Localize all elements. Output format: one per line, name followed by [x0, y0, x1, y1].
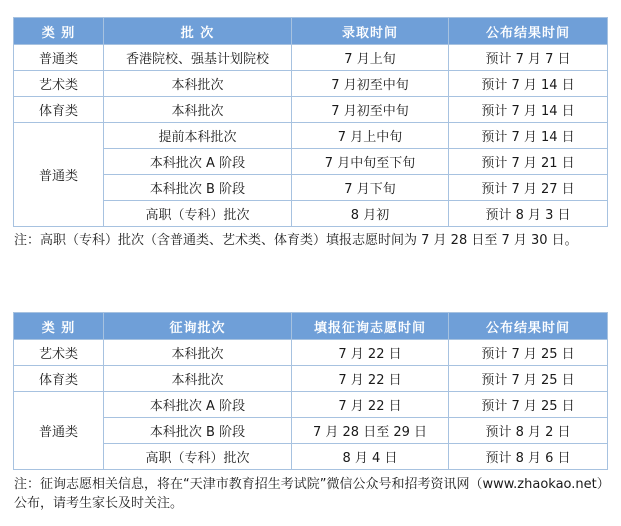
result-cell: 预计 8 月 3 日 [449, 201, 608, 227]
batch-cell: 本科批次 A 阶段 [104, 392, 292, 418]
header-fill-time: 填报征询志愿时间 [292, 313, 449, 340]
batch-cell: 高职（专科）批次 [104, 444, 292, 470]
header-category: 类 别 [14, 18, 104, 45]
category-cell: 普通类 [14, 392, 104, 470]
time-cell: 7 月初至中旬 [292, 97, 449, 123]
table-header-row [14, 313, 608, 340]
consultation-schedule-table [13, 312, 608, 470]
table-row [14, 175, 608, 201]
table-row [14, 201, 608, 227]
time-cell: 7 月 22 日 [292, 366, 449, 392]
table-row [14, 123, 608, 149]
batch-cell: 本科批次 [104, 71, 292, 97]
table-row [14, 444, 608, 470]
category-cell: 体育类 [14, 97, 104, 123]
result-cell: 预计 7 月 14 日 [449, 97, 608, 123]
batch-cell: 香港院校、强基计划院校 [104, 45, 292, 71]
category-cell: 普通类 [14, 123, 104, 227]
category-cell: 艺术类 [14, 340, 104, 366]
table-row [14, 97, 608, 123]
admission-note: 注：高职（专科）批次（含普通类、艺术类、体育类）填报志愿时间为 7 月 28 日至 7 月 30 日。 [14, 233, 578, 248]
header-consultation-batch: 征询批次 [104, 313, 292, 340]
time-cell: 7 月 28 日至 29 日 [292, 418, 449, 444]
time-cell: 7 月 22 日 [292, 340, 449, 366]
admission-schedule-table [13, 17, 608, 227]
batch-cell: 本科批次 B 阶段 [104, 418, 292, 444]
header-category: 类 别 [14, 313, 104, 340]
batch-cell: 本科批次 [104, 97, 292, 123]
time-cell: 8 月 4 日 [292, 444, 449, 470]
header-result-time: 公布结果时间 [449, 313, 608, 340]
result-cell: 预计 7 月 25 日 [449, 392, 608, 418]
result-cell: 预计 8 月 6 日 [449, 444, 608, 470]
batch-cell: 本科批次 [104, 340, 292, 366]
time-cell: 7 月 22 日 [292, 392, 449, 418]
result-cell: 预计 8 月 2 日 [449, 418, 608, 444]
batch-cell: 本科批次 [104, 366, 292, 392]
batch-cell: 本科批次 B 阶段 [104, 175, 292, 201]
batch-cell: 本科批次 A 阶段 [104, 149, 292, 175]
table-row [14, 418, 608, 444]
time-cell: 7 月上中旬 [292, 123, 449, 149]
result-cell: 预计 7 月 7 日 [449, 45, 608, 71]
result-cell: 预计 7 月 25 日 [449, 366, 608, 392]
time-cell: 7 月下旬 [292, 175, 449, 201]
header-result-time: 公布结果时间 [449, 18, 608, 45]
table-row [14, 392, 608, 418]
result-cell: 预计 7 月 14 日 [449, 123, 608, 149]
result-cell: 预计 7 月 25 日 [449, 340, 608, 366]
result-cell: 预计 7 月 14 日 [449, 71, 608, 97]
time-cell: 7 月中旬至下旬 [292, 149, 449, 175]
table-header-row [14, 18, 608, 45]
result-cell: 预计 7 月 27 日 [449, 175, 608, 201]
time-cell: 8 月初 [292, 201, 449, 227]
table-row [14, 366, 608, 392]
header-admission-time: 录取时间 [292, 18, 449, 45]
table-row [14, 45, 608, 71]
batch-cell: 高职（专科）批次 [104, 201, 292, 227]
table-row [14, 340, 608, 366]
result-cell: 预计 7 月 21 日 [449, 149, 608, 175]
header-batch: 批 次 [104, 18, 292, 45]
table-row [14, 149, 608, 175]
batch-cell: 提前本科批次 [104, 123, 292, 149]
consultation-note: 注：征询志愿相关信息，将在“天津市教育招生考试院”微信公众号和招考资讯网（www.zhaokao.net）公布，请考生家长及时关注。 [14, 477, 604, 511]
time-cell: 7 月上旬 [292, 45, 449, 71]
time-cell: 7 月初至中旬 [292, 71, 449, 97]
category-cell: 普通类 [14, 45, 104, 71]
category-cell: 艺术类 [14, 71, 104, 97]
table-row [14, 71, 608, 97]
category-cell: 体育类 [14, 366, 104, 392]
